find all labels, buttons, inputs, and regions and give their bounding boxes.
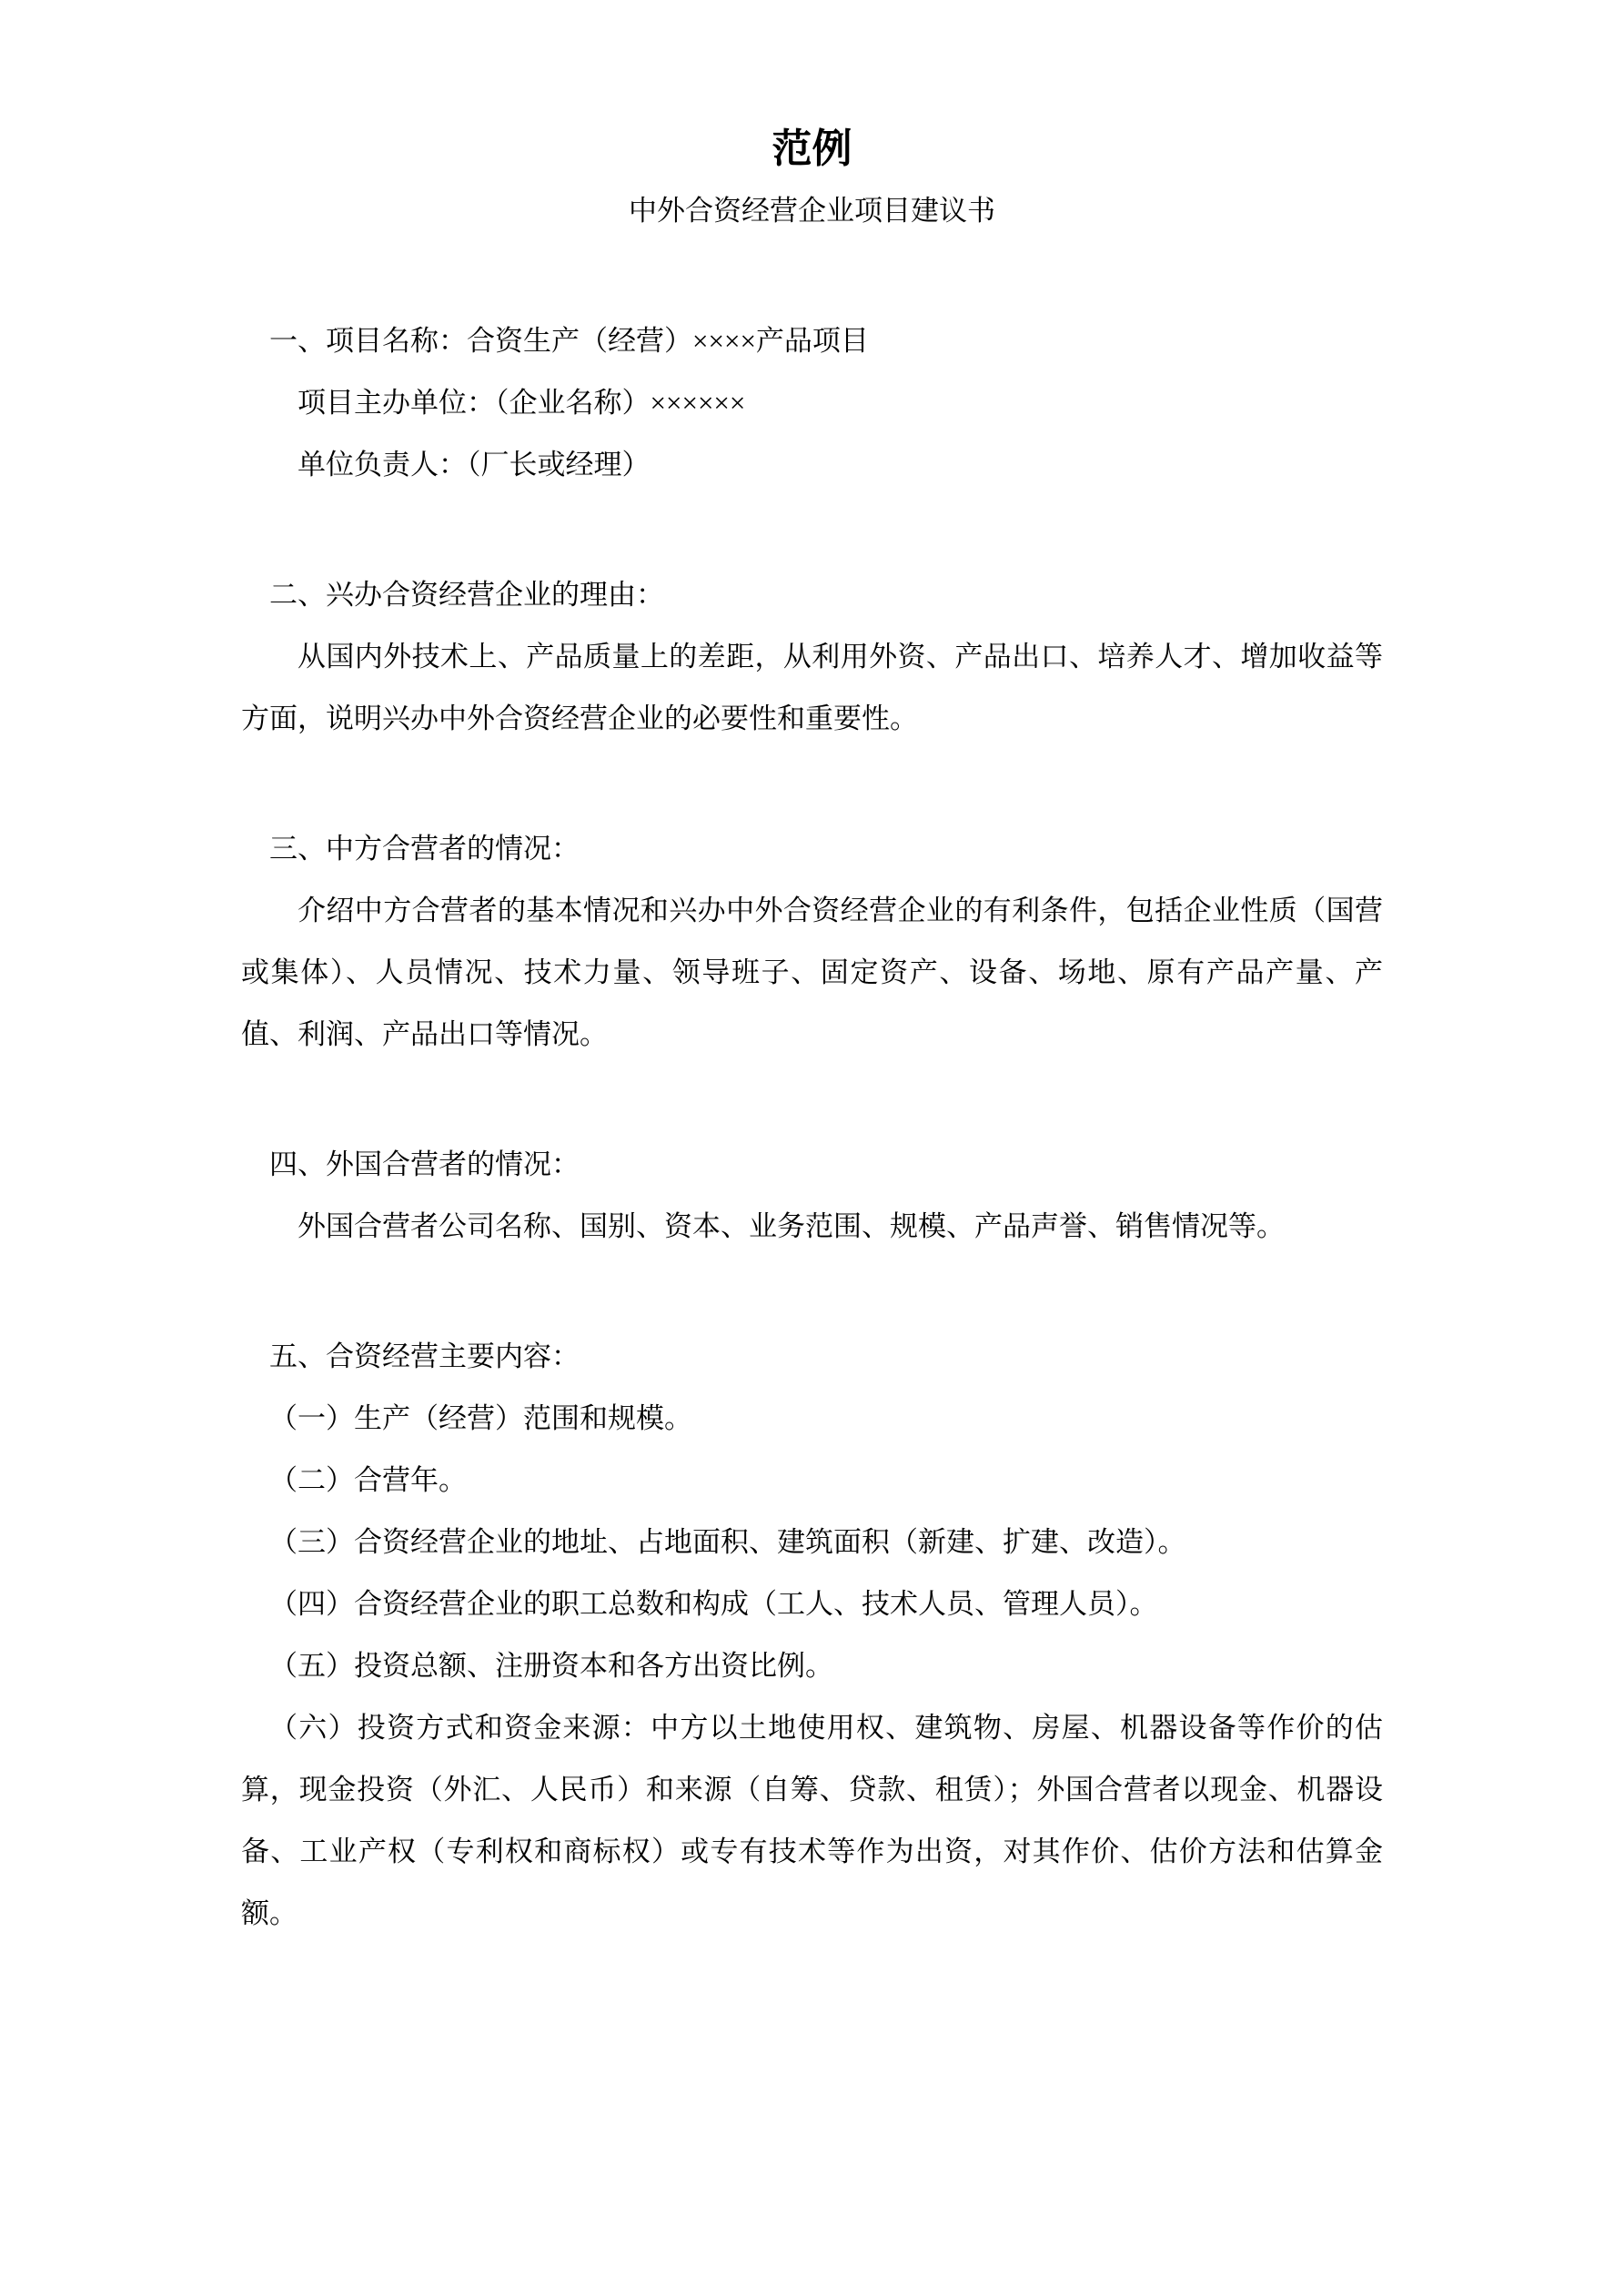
section-reasons xyxy=(241,564,1383,750)
section-foreign-partner xyxy=(241,1134,1383,1258)
list-item: （四）合资经营企业的职工总数和构成（工人、技术人员、管理人员）。 xyxy=(269,1588,1158,1620)
list-item: （五）投资总额、注册资本和各方出资比例。 xyxy=(269,1650,833,1682)
list-item: （三）合资经营企业的地址、占地面积、建筑面积（新建、扩建、改造）。 xyxy=(269,1526,1186,1558)
section-heading: 二、兴办合资经营企业的理由： xyxy=(269,579,664,611)
section-heading: 一、项目名称：合资生产（经营）××××产品项目 xyxy=(269,325,869,357)
list-item: （二）合营年。 xyxy=(269,1464,467,1496)
section-line: 单位负责人：（厂长或经理） xyxy=(298,449,651,480)
section-project-name xyxy=(241,310,1383,496)
section-chinese-partner xyxy=(241,818,1383,1066)
page-title: 范例 xyxy=(772,126,852,171)
section-paragraph: 从国内外技术上、产品质量上的差距，从利用外资、产品出口、培养人才、增加收益等方面，说明兴办中外合资经营企业的必要性和重要性。 xyxy=(241,641,1383,734)
section-heading: 四、外国合营者的情况： xyxy=(269,1148,580,1180)
doc-subtitle: 中外合资经营企业项目建议书 xyxy=(629,195,995,227)
list-item: （一）生产（经营）范围和规模。 xyxy=(269,1402,692,1434)
section-main-contents xyxy=(241,1326,1383,1945)
list-item: （六）投资方式和资金来源：中方以土地使用权、建筑物、房屋、机器设备等作价的估算，现金投资（外汇、人民币）和来源（自筹、贷款、租赁）；外国合营者以现金、机器设备、工业产权（专利权和商标权）或专有技术等作为出资，对其作价、估价方法和估算金额。 xyxy=(241,1712,1383,1929)
section-paragraph: 介绍中方合营者的基本情况和兴办中外合资经营企业的有利条件，包括企业性质（国营或集体）、人员情况、技术力量、领导班子、固定资产、设备、场地、原有产品产量、产值、利润、产品出口等情况。 xyxy=(241,895,1383,1050)
section-line: 项目主办单位：（企业名称）×××××× xyxy=(298,387,746,419)
section-heading: 五、合资经营主要内容： xyxy=(269,1340,580,1372)
section-paragraph: 外国合营者公司名称、国别、资本、业务范围、规模、产品声誉、销售情况等。 xyxy=(298,1210,1285,1242)
section-heading: 三、中方合营者的情况： xyxy=(269,833,580,865)
